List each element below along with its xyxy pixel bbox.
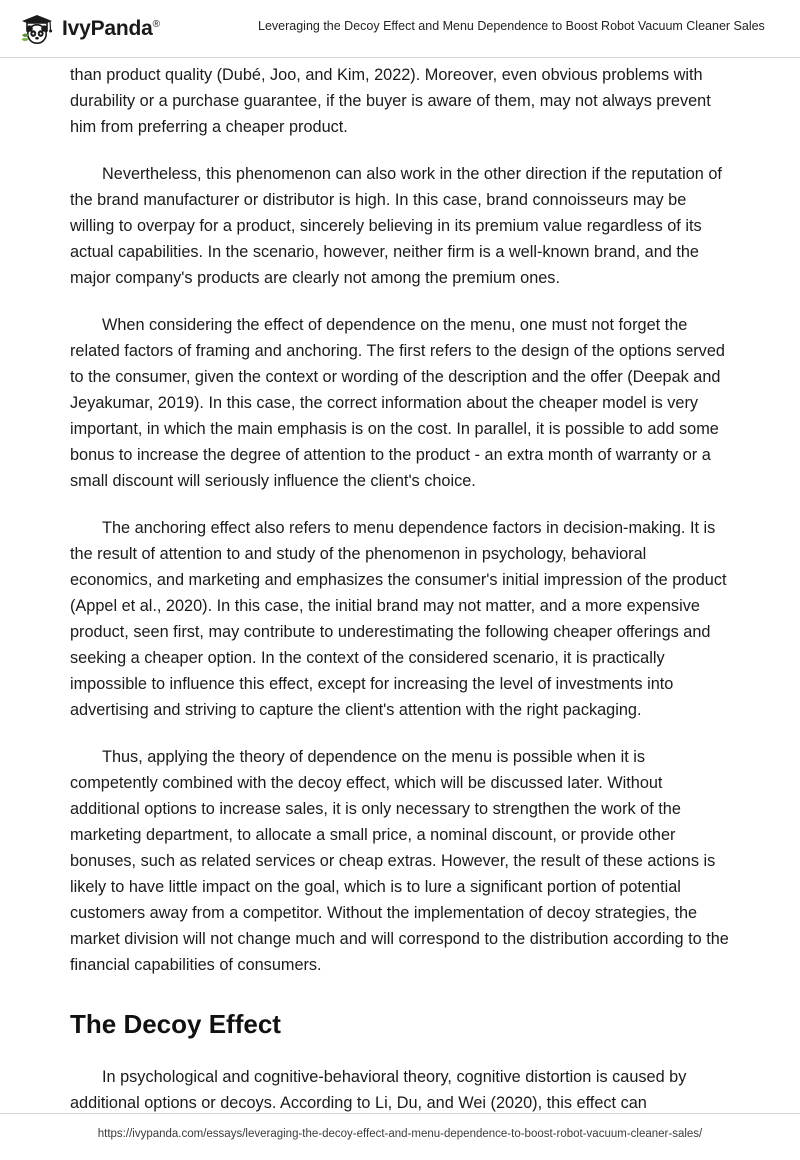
brand-name bbox=[62, 17, 160, 41]
paragraph: Nevertheless, this phenomenon can also work in the other direction if the reputation of the brand manufacturer or distributor is high. In this case, brand connoisseurs may be willing to overpay for a product, sincerely believing in its premium value regardless of its actual capabilities. In the scenario, however, neither firm is a well-known brand, and the major company's products are clearly not among the premium ones. bbox=[70, 165, 722, 287]
section-heading: The Decoy Effect bbox=[70, 1009, 281, 1039]
paragraph: When considering the effect of dependence on the menu, one must not forget the related factors of framing and anchoring. The first refers to the design of the options served to the consumer, given the context or wording of the description and the offer (Deepak and Jeyakumar, 2019). In this case, the correct information about the cheaper model is very important, in which the main emphasis is on the cost. In parallel, it is possible to add some bonus to increase the degree of attention to the product - an extra month of warranty or a small discount will seriously influence the client's choice. bbox=[70, 316, 725, 490]
paragraph: Thus, applying the theory of dependence on the menu is possible when it is competently combined with the decoy effect, which will be discussed later. Without additional options to increase sales, it is only necessary to strengthen the work of the marketing department, to allocate a small price, a nominal discount, or provide other bonuses, such as related services or cheap extras. However, the result of these actions is likely to have little impact on the goal, which is to lure a significant portion of potential customers away from a competitor. Without the implementation of decoy strategies, the market division will not change much and will correspond to the distribution according to the financial capabilities of consumers. bbox=[70, 748, 729, 974]
page-footer bbox=[0, 1113, 800, 1160]
document-title: Leveraging the Decoy Effect and Menu Dependence to Boost Robot Vacuum Cleaner Sales bbox=[258, 19, 765, 33]
page-header bbox=[0, 0, 800, 58]
paragraph: The anchoring effect also refers to menu dependence factors in decision-making. It is the result of attention to and study of the phenomenon in psychology, behavioral economics, and marketing and emphasizes the consumer's initial impression of the product (Appel et al., 2020). In this case, the initial brand may not matter, and a more expensive product, seen first, may contribute to underestimating the following cheaper offerings and seeking a cheaper option. In the context of the considered scenario, it is practically impossible to influence this effect, except for increasing the level of investments into advertising and striving to capture the client's attention with the right packaging. bbox=[70, 519, 727, 719]
document-body bbox=[70, 62, 730, 1137]
panda-graduate-logo-icon bbox=[20, 12, 54, 46]
source-url[interactable]: https://ivypanda.com/essays/leveraging-the-decoy-effect-and-menu-dependence-to-boost-robot-vacuum-cleaner-sales/ bbox=[97, 1128, 703, 1140]
paragraph: In psychological and cognitive-behavioral theory, cognitive distortion is caused by additional options or decoys. According to Li, Du, and Wei (2020), this effect can bbox=[70, 1068, 687, 1112]
registered-mark: ® bbox=[152, 19, 160, 30]
site-logo-link[interactable] bbox=[20, 12, 160, 46]
brand-name-text: IvyPanda bbox=[62, 17, 153, 40]
paragraph: than product quality (Dubé, Joo, and Kim, 2022). Moreover, even obvious problems with durability or a purchase guarantee, if the buyer is aware of them, may not always prevent him from preferring a cheaper product. bbox=[70, 66, 711, 136]
